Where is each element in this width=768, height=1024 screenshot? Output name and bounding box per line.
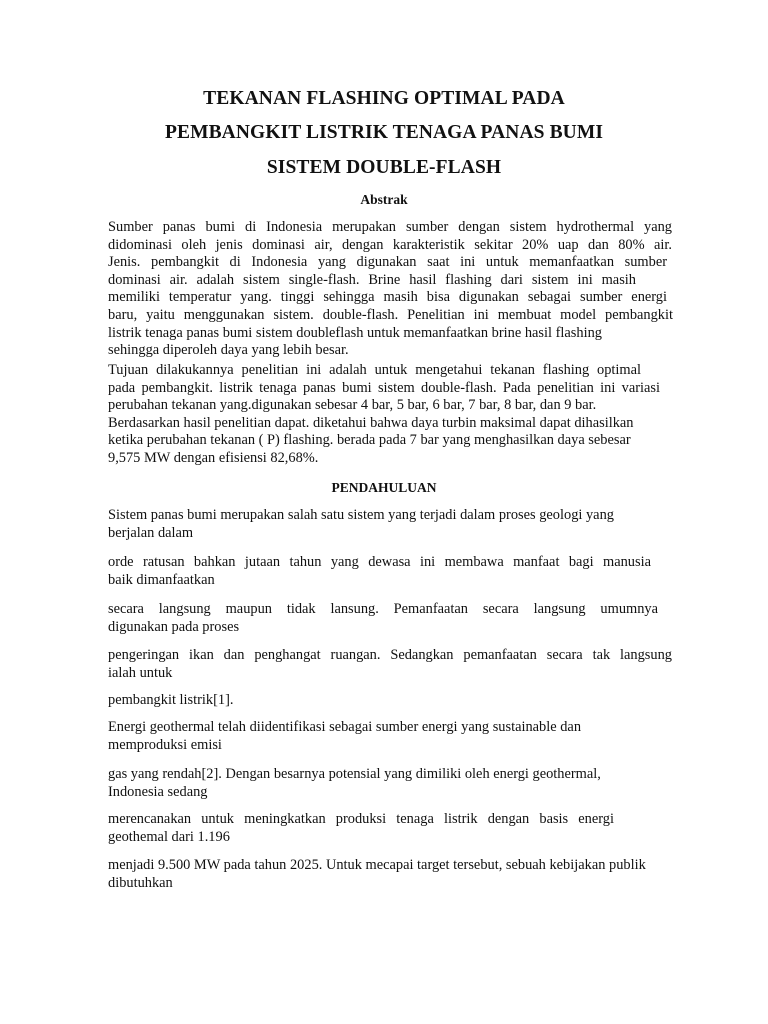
- abstract-p2-line: Tujuan dilakukannya penelitian ini adalah untuk mengetahui tekanan flashing optimal: [108, 362, 641, 378]
- abstract-p2-line: pada pembangkit. listrik tenaga panas bumi sistem double-flash. Pada penelitian ini variasi: [108, 379, 660, 396]
- intro-paragraph-2: [108, 554, 672, 589]
- abstract-p1-line: didominasi oleh jenis dominasi air, dengan karakteristik sekitar 20% uap dan 80% air.: [108, 236, 672, 253]
- abstract-heading: Abstrak: [360, 192, 408, 207]
- abstract-p2-line: Berdasarkan hasil penelitian dapat. diketahui bahwa daya turbin maksimal dapat dihasilkan: [108, 414, 634, 431]
- abstract-p2-line: ketika perubahan tekanan ( P) flashing. berada pada 7 bar yang menghasilkan daya sebesar: [108, 432, 631, 449]
- intro-line: secara langsung maupun tidak lansung. Pemanfaatan secara langsung umumnya: [108, 601, 658, 617]
- intro-line: merencanakan untuk meningkatkan produksi tenaga listrik dengan basis energi: [108, 811, 614, 827]
- abstract-p1-line: listrik tenaga panas bumi sistem doubleflash untuk memanfaatkan brine hasil flashing: [108, 324, 602, 341]
- intro-line: Sistem panas bumi merupakan salah satu sistem yang terjadi dalam proses geologi yang: [108, 507, 614, 523]
- abstract-p1-line: memiliki temperatur yang. tinggi sehingga masih bisa digunakan sebagai sumber energi: [108, 289, 667, 306]
- intro-line: berjalan dalam: [108, 524, 194, 541]
- intro-paragraph-7: [108, 766, 672, 801]
- intro-line: Energi geothermal telah diidentifikasi sebagai sumber energi yang sustainable dan: [108, 719, 582, 735]
- intro-paragraph-5: [108, 692, 672, 710]
- intro-paragraph-9: [108, 857, 672, 892]
- abstract-paragraph-1: [108, 219, 672, 360]
- abstract-paragraph-2: [108, 362, 672, 468]
- intro-paragraph-6: [108, 719, 672, 754]
- paper-title-line-3: SISTEM DOUBLE-FLASH: [266, 157, 502, 178]
- paper-title-line-1: TEKANAN FLASHING OPTIMAL PADA: [203, 88, 565, 109]
- intro-line: Indonesia sedang: [108, 783, 208, 800]
- abstract-p1-line: baru, yaitu menggunakan sistem. double-flash. Penelitian ini membuat model pembangkit: [108, 306, 673, 323]
- abstract-p2-line: 9,575 MW dengan efisiensi 82,68%.: [108, 449, 319, 466]
- intro-line: digunakan pada proses: [108, 618, 240, 635]
- intro-line: gas yang rendah[2]. Dengan besarnya potensial yang dimiliki oleh energi geothermal,: [108, 766, 601, 782]
- intro-line: dibutuhkan: [108, 874, 173, 891]
- intro-line: pengeringan ikan dan penghangat ruangan. Sedangkan pemanfaatan secara tak langsung: [108, 647, 672, 663]
- abstract-p1-line: Jenis. pembangkit di Indonesia yang digunakan saat ini untuk memanfaatkan sumber: [108, 254, 667, 271]
- intro-paragraph-4: [108, 647, 672, 682]
- intro-line: pembangkit listrik[1].: [108, 692, 234, 708]
- intro-paragraph-8: [108, 811, 672, 846]
- abstract-p2-line: perubahan tekanan yang.digunakan sebesar 4 bar, 5 bar, 6 bar, 7 bar, 8 bar, dan 9 bar.: [108, 397, 597, 414]
- intro-paragraph-1: [108, 507, 672, 542]
- intro-line: geothemal dari 1.196: [108, 828, 230, 845]
- abstract-p1-line: Sumber panas bumi di Indonesia merupakan sumber dengan sistem hydrothermal yang: [108, 219, 672, 235]
- intro-line: memproduksi emisi: [108, 736, 222, 753]
- intro-line: baik dimanfaatkan: [108, 571, 215, 588]
- intro-line: ialah untuk: [108, 664, 173, 681]
- intro-line: orde ratusan bahkan jutaan tahun yang dewasa ini membawa manfaat bagi manusia: [108, 554, 651, 570]
- intro-line: menjadi 9.500 MW pada tahun 2025. Untuk mecapai target tersebut, sebuah kebijakan publik: [108, 857, 646, 873]
- abstract-p1-line: dominasi air. adalah sistem single-flash. Brine hasil flashing dari sistem ini masih: [108, 271, 636, 288]
- introduction-heading: PENDAHULUAN: [331, 480, 437, 495]
- paper-title-line-2: PEMBANGKIT LISTRIK TENAGA PANAS BUMI: [164, 122, 604, 143]
- abstract-p1-line: sehingga diperoleh daya yang lebih besar.: [108, 342, 349, 359]
- intro-paragraph-3: [108, 601, 672, 636]
